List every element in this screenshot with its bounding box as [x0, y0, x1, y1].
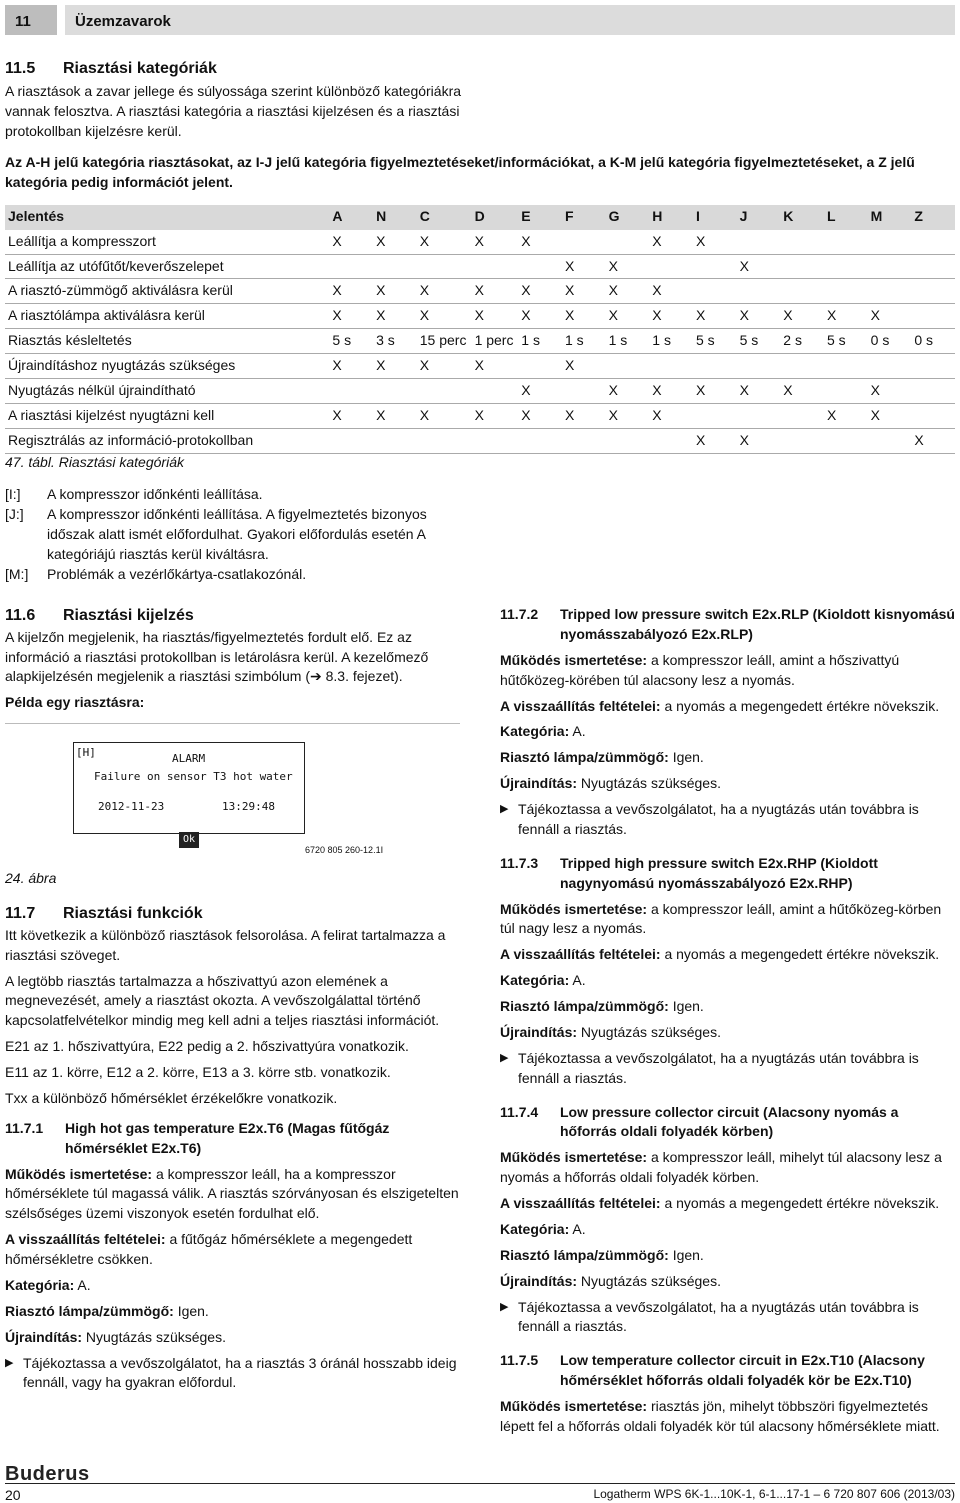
alarm-message: Failure on sensor T3 hot water [94, 770, 293, 784]
table-cell [780, 403, 824, 428]
brand-logo: Buderus [5, 1463, 90, 1485]
table-cell: X [518, 304, 562, 329]
table-cell: X [911, 428, 955, 453]
table-cell: X [329, 354, 373, 379]
alarm-category-code: [H] [76, 746, 96, 760]
table-cell [518, 254, 562, 279]
table-cell: X [780, 304, 824, 329]
alarm-11-7-1: 11.7.1 High hot gas temperature E2x.T6 (Magas fűtőgáz hőmérséklet E2x.T6) Működés ismertetése: a kompresszor leáll, ha a kompresszor hőmérséklete túl magassá válik. A riasztás szórványosan és elszigetelten szélsőséges üzemi viszonyok esetén fordulhat elő. A visszaállítás feltételei: a fűtőgáz hőmérséklete a megengedett hőmérsékletre csökken. Kategória: A. Riasztó lámpa/zümmögő: Igen. Újraindítás: Nyugtázás szükséges. ▶ Tájékoztassa a vevőszolgálatot, ha a riasztás 3 óránál hosszabb ideig fennáll, vagy ha gyakran előfordul. [5, 1119, 475, 1394]
table-cell: X [824, 304, 868, 329]
row-label: A riasztási kijelzést nyugtázni kell [5, 403, 329, 428]
table-cell [373, 428, 417, 453]
table-cell: X [693, 378, 737, 403]
chapter-number: 11 [5, 5, 57, 35]
right-column [500, 605, 955, 1443]
table-cell [649, 428, 693, 453]
table-cell: X [518, 230, 562, 255]
table-cell [780, 230, 824, 255]
table-cell [868, 254, 912, 279]
chapter-header [5, 5, 955, 35]
paragraph: A legtöbb riasztás tartalmazza a hőszivattyú azon elemének a megnevezését, amely a riasztást okozta. A vevőszolgálattal történő kapcsolatfelvételkor mindig meg kell adni a teljes riasztási információt. [5, 972, 440, 1029]
table-cell [562, 230, 606, 255]
table-cell: X [649, 403, 693, 428]
table-cell [868, 230, 912, 255]
table-cell: X [373, 403, 417, 428]
table-cell [780, 254, 824, 279]
table-cell [868, 428, 912, 453]
table-cell: X [649, 230, 693, 255]
table-cell: 0 s [911, 329, 955, 354]
table-cell [649, 254, 693, 279]
table-cell [824, 428, 868, 453]
table-cell: 1 s [562, 329, 606, 354]
section-11-5 [5, 58, 475, 148]
row-label: Újraindításhoz nyugtázás szükséges [5, 354, 329, 379]
table-cell [911, 254, 955, 279]
section-heading: 11.5 Riasztási kategóriák [5, 60, 217, 77]
table-cell [911, 230, 955, 255]
footnote-i: [I:] A kompresszor időnkénti leállítása. [5, 486, 263, 502]
table-cell [737, 354, 781, 379]
bullet-arrow-icon: ▶ [500, 803, 509, 815]
table-row [5, 428, 955, 453]
table-cell: X [562, 304, 606, 329]
table-cell: 1 s [518, 329, 562, 354]
row-label: Leállítja az utófűtőt/keverőszelepet [5, 254, 329, 279]
intro-paragraph: A riasztások a zavar jellege és súlyossága szerint különböző kategóriákra vannak felosztva. A riasztási kategória a riasztási kijelzésen és a riasztási protokollban kijelzésre kerül. [5, 82, 462, 140]
table-cell [417, 428, 472, 453]
table-cell: X [472, 279, 519, 304]
table-cell: X [562, 279, 606, 304]
category-legend: Az A-H jelű kategória riasztásokat, az I-J jelű kategória figyelmeztetéseket/információkat, a K-M jelű kategória figyelmeztetéseket, a Z jelű kategória pedig információt jelent. [5, 154, 915, 190]
table-cell: X [329, 403, 373, 428]
table-header-message: Jelentés [5, 205, 329, 230]
row-label: A riasztólámpa aktiválásra kerül [5, 304, 329, 329]
table-cell [373, 378, 417, 403]
row-label: Leállítja a kompresszort [5, 230, 329, 255]
table-cell [649, 354, 693, 379]
footnote-j: [J:] A kompresszor időnkénti leállítása. A figyelmeztetés bizonyos időszak alatt ismét előfordulhat. Gyakori előfordulás esetén A kategóriájú riasztás kerül kiváltásra. [5, 505, 427, 562]
row-label: Riasztás késleltetés [5, 329, 329, 354]
table-cell: X [649, 304, 693, 329]
table-cell: X [824, 403, 868, 428]
table-row [5, 378, 955, 403]
table-cell [693, 354, 737, 379]
table-cell [911, 354, 955, 379]
table-cell [562, 378, 606, 403]
table-cell: X [417, 403, 472, 428]
table-cell: X [562, 403, 606, 428]
table-header-category: C [417, 205, 472, 230]
table-cell: X [606, 378, 650, 403]
row-label: Regisztrálás az információ-protokollban [5, 428, 329, 453]
row-label: A riasztó-zümmögő aktiválásra kerül [5, 279, 329, 304]
row-label: Nyugtázás nélkül újraindítható [5, 378, 329, 403]
table-cell [868, 279, 912, 304]
table-cell [737, 230, 781, 255]
table-cell [693, 254, 737, 279]
table-cell: X [373, 354, 417, 379]
table-cell: X [693, 304, 737, 329]
table-cell: X [518, 378, 562, 403]
alarm-title: ALARM [172, 752, 206, 766]
footnote-m: [M:] Problémák a vezérlőkártya-csatlakozónál. [5, 565, 307, 582]
table-header-category: E [518, 205, 562, 230]
table-header-category: G [606, 205, 650, 230]
table-header-category: H [649, 205, 693, 230]
table-cell [562, 428, 606, 453]
table-cell [693, 403, 737, 428]
table-cell: 5 s [737, 329, 781, 354]
document-reference: Logatherm WPS 6K-1...10K-1, 6-1...17-1 – 6 720 807 606 (2013/03) [593, 1487, 955, 1501]
table-cell [824, 354, 868, 379]
alarm-11-7-4: 11.7.4 Low pressure collector circuit (Alacsony nyomás a hőforrás oldali folyadék körben) Működés ismertetése: a kompresszor leáll, mihelyt túl alacsony lesz a nyomás a hőforrás oldali folyadék körben. A visszaállítás feltételei: a nyomás a megengedett értékre növekszik. Kategória: A. Riasztó lámpa/zümmögő: Igen. Újraindítás: Nyugtázás szükséges. ▶ Tájékoztassa a vevőszolgálatot, ha a nyugtázás után továbbra is fennáll a riasztás. [500, 1103, 955, 1338]
table-row [5, 304, 955, 329]
table-row [5, 230, 955, 255]
table-cell: X [868, 378, 912, 403]
table-cell: 2 s [780, 329, 824, 354]
table-cell: 1 perc [472, 329, 519, 354]
table-cell: X [518, 279, 562, 304]
table-cell [606, 230, 650, 255]
table-cell [824, 279, 868, 304]
table-cell [329, 378, 373, 403]
table-cell: X [373, 230, 417, 255]
paragraph: E11 az 1. körre, E12 a 2. körre, E13 a 3. körre stb. vonatkozik. [5, 1064, 391, 1081]
figure-caption: 24. ábra [5, 870, 57, 887]
table-cell [606, 428, 650, 453]
figure-code: 6720 805 260-12.1I [305, 845, 384, 856]
table-header-category: A [329, 205, 373, 230]
table-cell [329, 254, 373, 279]
bullet-arrow-icon: ▶ [500, 1300, 509, 1313]
table-cell: X [693, 230, 737, 255]
table-row [5, 254, 955, 279]
table-row [5, 354, 955, 379]
table-cell: X [780, 378, 824, 403]
paragraph: E21 az 1. hőszivattyúra, E22 pedig a 2. hőszivattyúra vonatkozik. [5, 1038, 409, 1055]
table-cell: X [518, 403, 562, 428]
table-row [5, 403, 955, 428]
paragraph: Itt következik a különböző riasztások felsorolása. A felirat tartalmazza a riasztási szöveget. [5, 926, 446, 963]
table-cell: X [472, 304, 519, 329]
table-cell: X [606, 403, 650, 428]
table-cell [780, 428, 824, 453]
table-cell: X [606, 304, 650, 329]
section-heading: 11.6 Riasztási kijelzés [5, 607, 194, 624]
table-cell: X [329, 304, 373, 329]
table-cell [472, 378, 519, 403]
table-cell [472, 428, 519, 453]
table-cell: X [606, 279, 650, 304]
ok-button: Ok [179, 832, 199, 848]
table-cell [911, 378, 955, 403]
table-header-category: I [693, 205, 737, 230]
table-header-category: D [472, 205, 519, 230]
table-cell: 1 s [649, 329, 693, 354]
table-header-category: Z [911, 205, 955, 230]
footnotes [5, 485, 475, 584]
chapter-title: Üzemzavarok [65, 5, 955, 35]
table-cell [911, 403, 955, 428]
alarm-11-7-5: 11.7.5 Low temperature collector circuit in E2x.T10 (Alacsony hőmérséklet hőforrás oldali folyadék kör be E2x.T10) Működés ismertetése: riasztás jön, mihelyt többszöri figyelmeztetés lépett fel a hőforrás oldali folyadék kör túl alacsony hőmérséklete miatt. [500, 1352, 940, 1434]
table-cell: 3 s [373, 329, 417, 354]
table-header-category: M [868, 205, 912, 230]
table-cell [824, 378, 868, 403]
table-cell: 5 s [329, 329, 373, 354]
paragraph: Txx a különböző hőmérséklet érzékelőkre vonatkozik. [5, 1089, 338, 1106]
table-cell: X [737, 428, 781, 453]
table-cell: X [329, 279, 373, 304]
paragraph: A kijelzőn megjelenik, ha riasztás/figyelmeztetés fordult elő. Ez az információ a riasztási protokollban is letárolásra kerül. A kezelőmező alapkijelzésén megjelenik a riasztási szimbólum (➔ 8.3. fejezet). [5, 628, 429, 685]
table-caption: 47. tábl. Riasztási kategóriák [5, 454, 184, 470]
table-cell: X [417, 279, 472, 304]
table-cell: X [737, 254, 781, 279]
table-cell: 0 s [868, 329, 912, 354]
table-cell: 15 perc [417, 329, 472, 354]
table-cell: 1 s [606, 329, 650, 354]
table-cell: 5 s [824, 329, 868, 354]
table-header-category: F [562, 205, 606, 230]
table-cell: X [472, 354, 519, 379]
example-label: Példa egy riasztásra: [5, 694, 145, 711]
table-cell [824, 254, 868, 279]
table-cell: X [417, 304, 472, 329]
table-cell: 5 s [693, 329, 737, 354]
table-cell: X [868, 304, 912, 329]
table-cell: X [693, 428, 737, 453]
table-cell [911, 304, 955, 329]
table-cell [606, 354, 650, 379]
table-cell: X [417, 354, 472, 379]
table-cell [824, 230, 868, 255]
table-cell [780, 354, 824, 379]
table-cell [737, 403, 781, 428]
table-cell: X [417, 230, 472, 255]
bullet-arrow-icon: ▶ [5, 1356, 14, 1369]
table-cell: X [373, 304, 417, 329]
table-cell [329, 428, 373, 453]
alarm-date: 2012-11-23 [98, 800, 165, 814]
table-cell: X [737, 304, 781, 329]
table-cell [472, 254, 519, 279]
table-cell: X [868, 403, 912, 428]
table-cell [417, 378, 472, 403]
table-row [5, 329, 955, 354]
alarm-display-figure [5, 723, 460, 863]
bullet-arrow-icon: ▶ [500, 1051, 509, 1064]
table-cell: X [472, 403, 519, 428]
page-number: 20 [5, 1487, 21, 1503]
lcd-screen [73, 742, 305, 834]
table-cell: X [329, 230, 373, 255]
table-cell [518, 428, 562, 453]
table-header-category: J [737, 205, 781, 230]
table-header-category: K [780, 205, 824, 230]
table-cell [737, 279, 781, 304]
left-column [5, 605, 475, 1399]
table-header-category: L [824, 205, 868, 230]
alarm-11-7-2: 11.7.2 Tripped low pressure switch E2x.RLP (Kioldott kisnyomású nyomásszabályozó E2x.RLP) Működés ismertetése: a kompresszor leáll, amint a hőszivattyú hűtőközeg-körében túl alacsony lesz a nyomás. A visszaállítás feltételei: a nyomás a megengedett értékre növekszik. Kategória: A. Riasztó lámpa/zümmögő: Igen. Újraindítás: Nyugtázás szükséges. ▶ Tájékoztassa a vevőszolgálatot, ha a nyugtázás után továbbra is fennáll a riasztás. [500, 605, 955, 840]
table-cell: X [562, 354, 606, 379]
table-cell: X [472, 230, 519, 255]
table-cell [373, 254, 417, 279]
table-cell: X [562, 254, 606, 279]
table-cell [518, 354, 562, 379]
table-cell [417, 254, 472, 279]
alarm-time: 13:29:48 [222, 800, 275, 814]
category-table [5, 205, 955, 454]
table-cell: X [649, 279, 693, 304]
table-cell [693, 279, 737, 304]
table-cell: X [606, 254, 650, 279]
footer-divider [5, 1483, 955, 1484]
table-cell: X [737, 378, 781, 403]
table-header-category: N [373, 205, 417, 230]
section-heading: 11.7 Riasztási funkciók [5, 905, 203, 923]
table-cell: X [373, 279, 417, 304]
table-cell [780, 279, 824, 304]
table-cell: X [649, 378, 693, 403]
alarm-11-7-3: 11.7.3 Tripped high pressure switch E2x.RHP (Kioldott nagynyomású nyomásszabályozó E2x.RHP) Működés ismertetése: a kompresszor leáll, amint a hűtőközeg-körben túl nagy lesz a nyomás. A visszaállítás feltételei: a nyomás a megengedett értékre növekszik. Kategória: A. Riasztó lámpa/zümmögő: Igen. Újraindítás: Nyugtázás szükséges. ▶ Tájékoztassa a vevőszolgálatot, ha a nyugtázás után továbbra is fennáll a riasztás. [500, 854, 955, 1089]
table-row [5, 279, 955, 304]
table-cell [868, 354, 912, 379]
table-cell [911, 279, 955, 304]
